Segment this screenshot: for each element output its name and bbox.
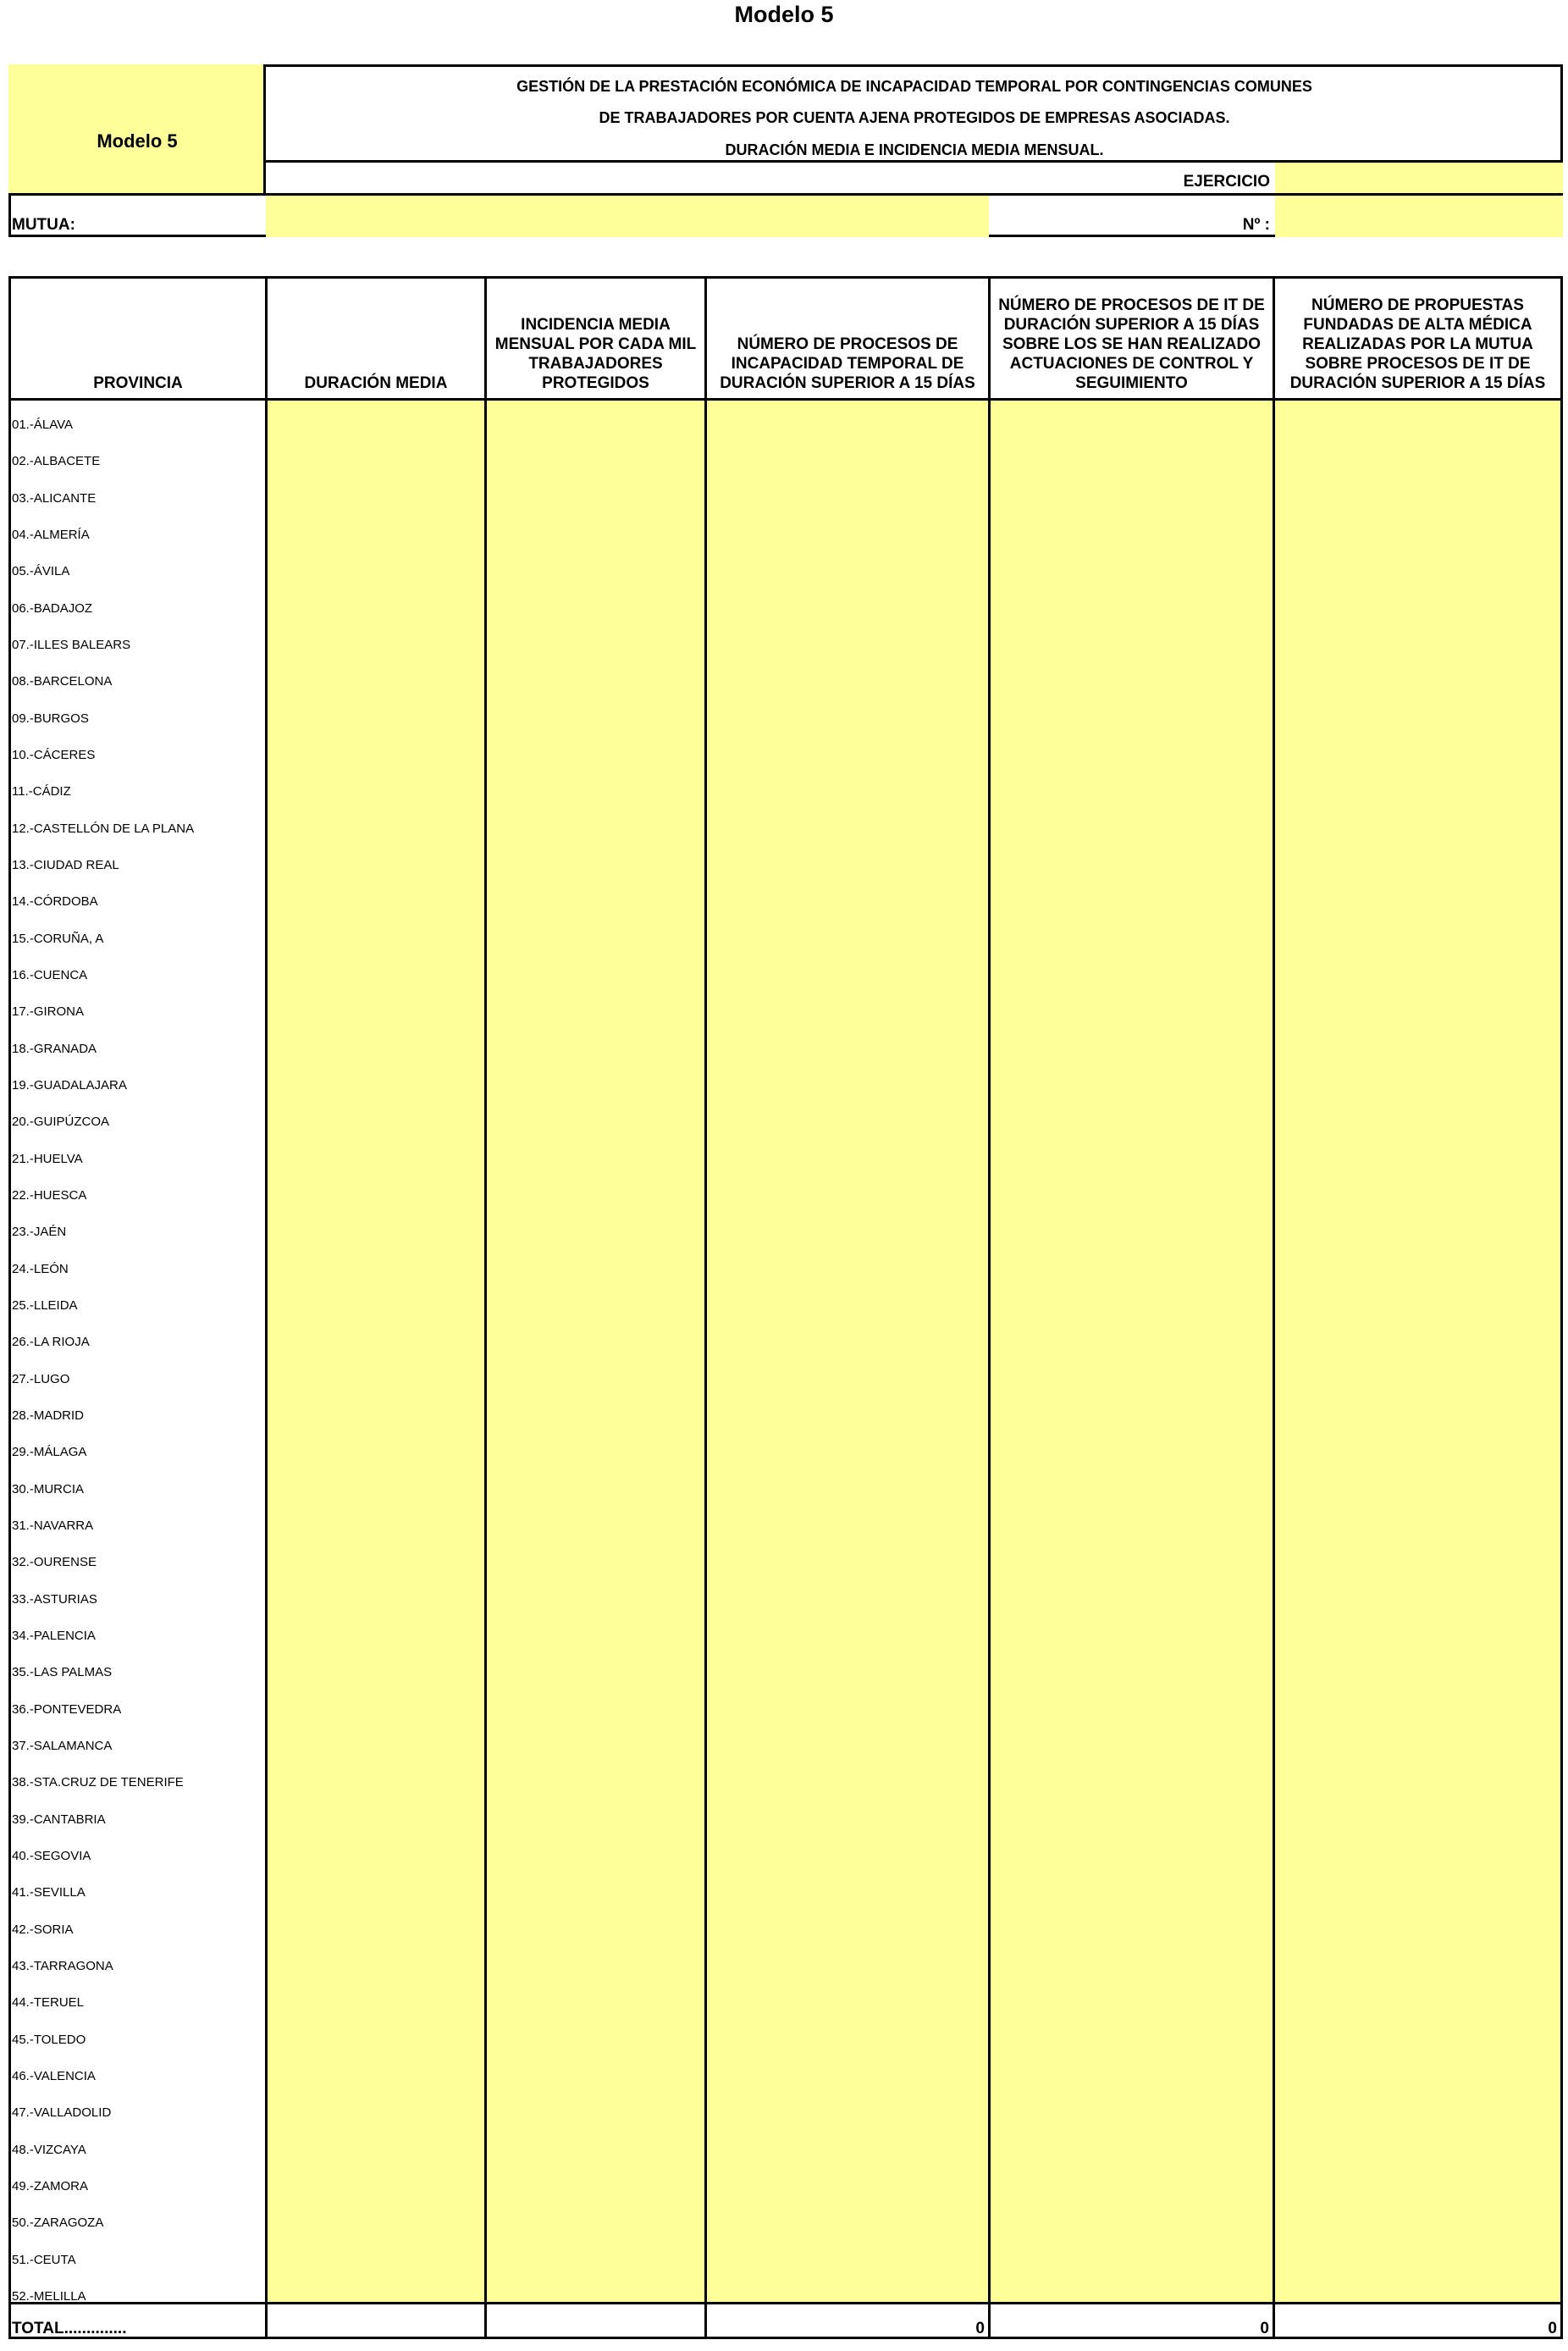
- province-label: 11.-CÁDIZ: [12, 784, 71, 799]
- province-label: 03.-ALICANTE: [12, 491, 97, 506]
- column-divider: [1273, 276, 1275, 2339]
- column-header-procesos: NÚMERO DE PROCESOS DE INCAPACIDAD TEMPORAL DE DURACIÓN SUPERIOR A 15 DÍAS: [720, 335, 975, 392]
- column-duracion-media[interactable]: [268, 401, 484, 2302]
- province-label: 36.-PONTEVEDRA: [12, 1702, 122, 1717]
- header-line-2: DE TRABAJADORES POR CUENTA AJENA PROTEGIDOS DE EMPRESAS ASOCIADAS.: [599, 109, 1230, 126]
- province-label: 09.-BURGOS: [12, 711, 89, 726]
- model-label: Modelo 5: [97, 130, 178, 152]
- ejercicio-label: EJERCICIO: [1183, 173, 1270, 191]
- province-label: 23.-JAÉN: [12, 1225, 67, 1239]
- province-label: 16.-CUENCA: [12, 968, 88, 982]
- province-label: 24.-LEÓN: [12, 1262, 69, 1276]
- column-header-incidencia: INCIDENCIA MEDIA MENSUAL POR CADA MIL TRABAJADORES PROTEGIDOS: [494, 316, 697, 392]
- mutua-field[interactable]: [266, 196, 989, 237]
- header-line-1: GESTIÓN DE LA PRESTACIÓN ECONÓMICA DE INCAPACIDAD TEMPORAL POR CONTINGENCIAS COMUNES: [516, 78, 1312, 95]
- column-header-provincia: PROVINCIA: [93, 374, 183, 392]
- province-label: 22.-HUESCA: [12, 1188, 87, 1203]
- total-row-divider: [8, 2302, 1563, 2304]
- number-label: Nº :: [1242, 216, 1270, 234]
- province-label: 51.-CEUTA: [12, 2253, 76, 2267]
- province-label: 25.-LLEIDA: [12, 1298, 78, 1313]
- province-label: 33.-ASTURIAS: [12, 1592, 97, 1607]
- province-label: 49.-ZAMORA: [12, 2179, 89, 2193]
- province-label: 30.-MURCIA: [12, 1482, 85, 1496]
- province-label: 05.-ÁVILA: [12, 564, 70, 578]
- province-label: 39.-CANTABRIA: [12, 1812, 106, 1827]
- province-label: 19.-GUADALAJARA: [12, 1078, 127, 1093]
- province-label: 45.-TOLEDO: [12, 2033, 86, 2047]
- province-label: 10.-CÁCERES: [12, 748, 96, 762]
- province-label: 01.-ÁLAVA: [12, 418, 73, 432]
- document-title: Modelo 5: [734, 2, 834, 27]
- province-label: 48.-VIZCAYA: [12, 2143, 86, 2157]
- province-label: 52.-MELILLA: [12, 2289, 86, 2304]
- province-label: 12.-CASTELLÓN DE LA PLANA: [12, 821, 195, 836]
- province-label: 50.-ZARAGOZA: [12, 2215, 104, 2230]
- column-procesos-control[interactable]: [991, 401, 1273, 2302]
- province-label: 18.-GRANADA: [12, 1042, 97, 1056]
- province-label: 13.-CIUDAD REAL: [12, 858, 119, 872]
- header-line-3: DURACIÓN MEDIA E INCIDENCIA MEDIA MENSUAL.: [725, 141, 1104, 158]
- province-label: 32.-OURENSE: [12, 1555, 97, 1569]
- total-propuestas: 0: [1548, 2320, 1557, 2337]
- province-label: 04.-ALMERÍA: [12, 528, 90, 542]
- province-label: 15.-CORUÑA, A: [12, 932, 104, 946]
- province-label: 46.-VALENCIA: [12, 2069, 96, 2083]
- column-divider: [988, 276, 991, 2339]
- province-label: 31.-NAVARRA: [12, 1518, 94, 1533]
- column-procesos-15-dias[interactable]: [707, 401, 988, 2302]
- province-label: 28.-MADRID: [12, 1408, 85, 1423]
- column-header-duracion: DURACIÓN MEDIA: [304, 374, 448, 392]
- province-label: 43.-TARRAGONA: [12, 1959, 113, 1973]
- province-label: 07.-ILLES BALEARS: [12, 638, 131, 652]
- province-label: 44.-TERUEL: [12, 1995, 85, 2010]
- province-label: 38.-STA.CRUZ DE TENERIFE: [12, 1775, 184, 1790]
- total-label: TOTAL..............: [12, 2320, 127, 2337]
- province-label: 34.-PALENCIA: [12, 1629, 96, 1643]
- column-incidencia-media[interactable]: [487, 401, 704, 2302]
- ejercicio-field[interactable]: [1275, 163, 1563, 196]
- province-label: 14.-CÓRDOBA: [12, 894, 98, 909]
- total-procesos: 0: [975, 2320, 985, 2337]
- province-label: 06.-BADAJOZ: [12, 601, 93, 616]
- column-header-control: NÚMERO DE PROCESOS DE IT DE DURACIÓN SUPERIOR A 15 DÍAS SOBRE LOS SE HAN REALIZADO ACTUACIONES DE CONTROL Y SEGUIMIENTO: [998, 296, 1265, 392]
- province-label: 40.-SEGOVIA: [12, 1849, 91, 1863]
- mutua-label: MUTUA:: [12, 216, 75, 234]
- province-label: 35.-LAS PALMAS: [12, 1665, 113, 1679]
- province-label: 29.-MÁLAGA: [12, 1445, 87, 1459]
- province-label: 08.-BARCELONA: [12, 674, 113, 689]
- province-label: 37.-SALAMANCA: [12, 1739, 113, 1753]
- province-label: 26.-LA RIOJA: [12, 1335, 90, 1349]
- number-field[interactable]: [1275, 196, 1563, 237]
- table-header-divider: [8, 398, 1563, 401]
- province-label: 02.-ALBACETE: [12, 454, 101, 468]
- column-propuestas-alta[interactable]: [1275, 401, 1560, 2302]
- column-header-propuestas: NÚMERO DE PROPUESTAS FUNDADAS DE ALTA MÉDICA REALIZADAS POR LA MUTUA SOBRE PROCESOS DE IT DE DURACIÓN SUPERIOR A 15 DÍAS: [1289, 296, 1546, 392]
- column-divider: [265, 276, 268, 2339]
- province-label: 21.-HUELVA: [12, 1152, 83, 1166]
- column-divider: [484, 276, 487, 2339]
- column-divider: [704, 276, 707, 2339]
- province-label: 47.-VALLADOLID: [12, 2105, 112, 2120]
- province-label: 20.-GUIPÚZCOA: [12, 1115, 110, 1129]
- total-control: 0: [1260, 2320, 1269, 2337]
- province-label: 42.-SORIA: [12, 1922, 74, 1937]
- province-label: 41.-SEVILLA: [12, 1885, 86, 1900]
- province-label: 17.-GIRONA: [12, 1004, 85, 1019]
- province-label: 27.-LUGO: [12, 1372, 70, 1386]
